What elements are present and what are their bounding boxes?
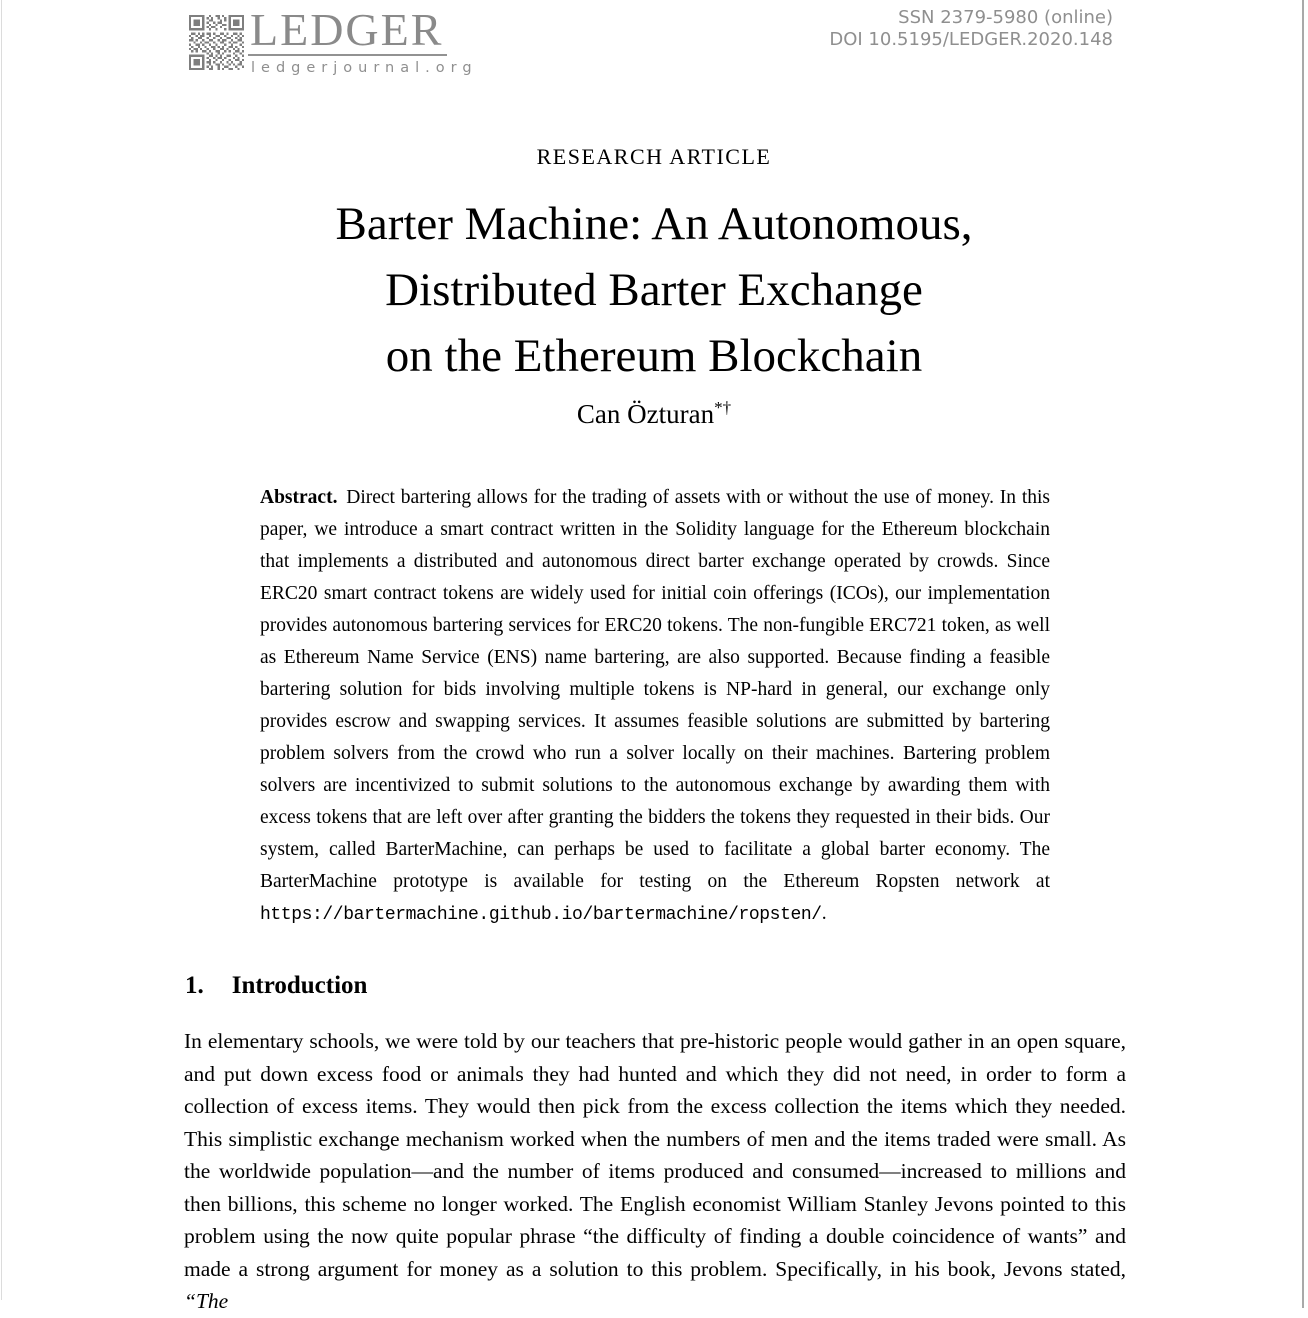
abstract-url-period: . — [821, 903, 827, 924]
publication-info — [829, 7, 1113, 51]
title-line-3: on the Ethereum Blockchain — [385, 330, 923, 382]
ledger-logo — [189, 4, 478, 76]
abstract-label: Abstract. — [260, 487, 338, 508]
intro-text: In elementary schools, we were told by our teachers that pre-historic people would gather in an open square, and put down excess food or animals they had hunted and which they did not need, in order to form a collection of excess items. They would then pick from the excess collection the items which they needed. This simplistic exchange mechanism worked when the numbers of men and the items traded were small. As the worldwide population—and the number of items produced and consumed—increased to millions and then billions, this scheme no longer worked. The English economist William Stanley Jevons pointed to this problem using the now quite popular phrase “the difficulty of finding a double coincidence of wants” and made a strong argument for money as a solution to this problem. Specifically, in his book, Jevons stated, — [184, 1029, 1126, 1281]
ledger-wordmark: LEDGER — [248, 8, 447, 56]
logo-text-column — [248, 4, 478, 76]
abstract-body: Direct bartering allows for the trading of assets with or without the use of money. In this paper, we introduce a smart contract written in the Solidity language for the Ethereum blockchain that implements a distributed and autonomous direct barter exchange operated by crowds. Since ERC20 smart contract tokens are widely used for initial coin offerings (ICOs), our implementation provides autonomous bartering services for ERC20 tokens. The non-fungible ERC721 token, as well as Ethereum Name Service (ENS) name bartering, are also supported. Because finding a feasible bartering solution for bids involving multiple tokens is NP-hard in general, our exchange only provides escrow and swapping services. It assumes feasible solutions are submitted by bartering problem solvers from the crowd who run a solver locally on their machines. Bartering problem solvers are incentivized to submit solutions to the autonomous exchange by awarding them with excess tokens that are left over after granting the bidders the tokens they requested in their bids. Our system, called BarterMachine, can perhaps be used to facilitate a global barter economy. The BarterMachine prototype is available for testing on the Ethereum Ropsten network at — [260, 487, 1050, 892]
intro-paragraph — [184, 1025, 1126, 1318]
section-title: Introduction — [231, 972, 368, 999]
issn-line: SSN 2379-5980 (online) — [898, 7, 1113, 28]
ledger-site-url: ledgerjournal.org — [251, 60, 478, 76]
title-line-1: Barter Machine: An Autonomous, — [335, 198, 973, 250]
intro-italic-quote: “The — [184, 1289, 229, 1313]
author-name: Can Özturan — [576, 399, 715, 429]
title-line-2: Distributed Barter Exchange — [385, 264, 923, 316]
abstract-prototype-url[interactable]: https://bartermachine.github.io/bartermachine/ropsten/ — [260, 905, 822, 925]
section-heading-introduction — [185, 972, 367, 1000]
abstract — [260, 482, 1050, 931]
article-title — [0, 191, 1308, 389]
article-kicker: RESEARCH ARTICLE — [536, 144, 772, 169]
qr-code-icon — [189, 12, 244, 73]
doi-line: DOI 10.5195/LEDGER.2020.148 — [829, 29, 1113, 50]
author-footnote-marks: *† — [714, 398, 732, 417]
section-number: 1. — [185, 972, 204, 999]
author-line — [0, 399, 1308, 430]
